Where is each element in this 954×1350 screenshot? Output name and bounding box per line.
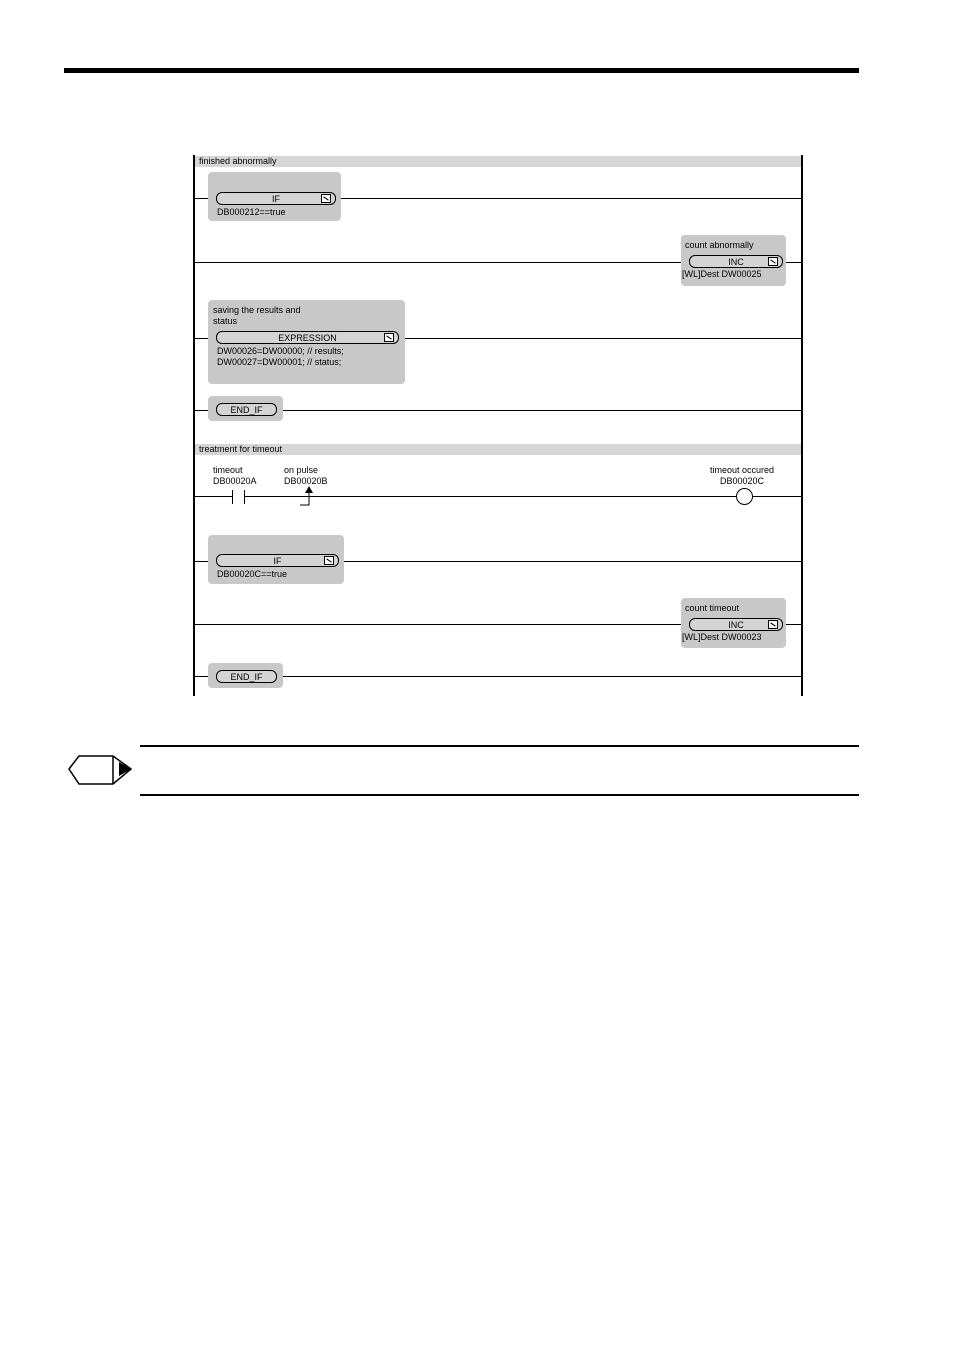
if-block-2[interactable] (208, 535, 344, 584)
expand-icon (768, 620, 778, 629)
expression-line-2: DW00027=DW00001; // status; (217, 357, 342, 367)
contact-pulse-addr: DB00020B (284, 476, 328, 486)
note-bottom-rule (140, 794, 859, 796)
inc-instruction-1 (689, 255, 783, 268)
expand-icon (768, 257, 778, 266)
section-header-timeout (195, 444, 801, 455)
contact-timeout[interactable] (226, 489, 252, 505)
endif-block-1[interactable] (208, 396, 283, 421)
inc-param-2: [WL]Dest DW00023 (682, 632, 762, 642)
inc-comment-1: count abnormally (685, 240, 754, 250)
if-condition-1: DB000212==true (217, 207, 286, 217)
if-instruction-2 (216, 554, 339, 567)
expand-icon (384, 333, 394, 342)
inc-block-2[interactable] (681, 598, 786, 648)
pencil-icon (67, 750, 133, 790)
contact-right-bar (244, 490, 245, 504)
coil-timeout-name: timeout occured (710, 465, 775, 475)
inc-param-1: [WL]Dest DW00025 (682, 269, 762, 279)
expand-icon (321, 194, 331, 203)
left-power-rail (193, 155, 195, 696)
if-condition-2: DB00020C==true (217, 569, 288, 579)
contact-left-bar (232, 490, 233, 504)
inc-label-1: INC (728, 257, 744, 267)
inc-instruction-2 (689, 618, 783, 631)
expand-icon (324, 556, 334, 565)
section-header-abnormal (195, 156, 801, 167)
endif-label-1: END_IF (216, 403, 277, 416)
expression-comment-1: saving the results and (213, 305, 301, 315)
contact-pulse-name: on pulse (284, 465, 319, 475)
endif-label-2: END_IF (216, 670, 277, 683)
expression-line-1: DW00026=DW00000; // results; (217, 346, 344, 356)
rung-timeout-coil (195, 496, 801, 497)
if-label-2: IF (273, 556, 282, 566)
coil-timeout[interactable] (736, 488, 753, 505)
expression-block[interactable] (208, 300, 405, 384)
note-top-rule (140, 745, 859, 747)
inc-comment-2: count timeout (685, 603, 740, 613)
expression-label: EXPRESSION (278, 333, 337, 343)
contact-timeout-addr: DB00020A (213, 476, 257, 486)
if-label-1: IF (272, 194, 280, 204)
expression-instruction (216, 331, 399, 344)
endif-block-2[interactable] (208, 663, 283, 688)
on-pulse-icon[interactable] (299, 485, 319, 507)
if-instruction-1 (216, 192, 336, 205)
rung-endif-1 (195, 410, 801, 411)
rising-edge-icon (299, 485, 319, 507)
info-pencil-icon (67, 750, 133, 790)
coil-timeout-addr: DB00020C (720, 476, 765, 486)
rung-endif-2 (195, 676, 801, 677)
header-rule (64, 68, 859, 73)
expression-comment-2: status (213, 316, 238, 326)
contact-timeout-name: timeout (213, 465, 243, 475)
contact-lead-out (245, 496, 252, 497)
section-label-timeout: treatment for timeout (199, 444, 283, 454)
section-label-abnormal: finished abnormally (199, 156, 277, 166)
inc-block-1[interactable] (681, 235, 786, 286)
contact-lead-in (226, 496, 232, 497)
right-power-rail (801, 155, 803, 696)
if-block-1[interactable] (208, 172, 341, 221)
inc-label-2: INC (728, 620, 744, 630)
